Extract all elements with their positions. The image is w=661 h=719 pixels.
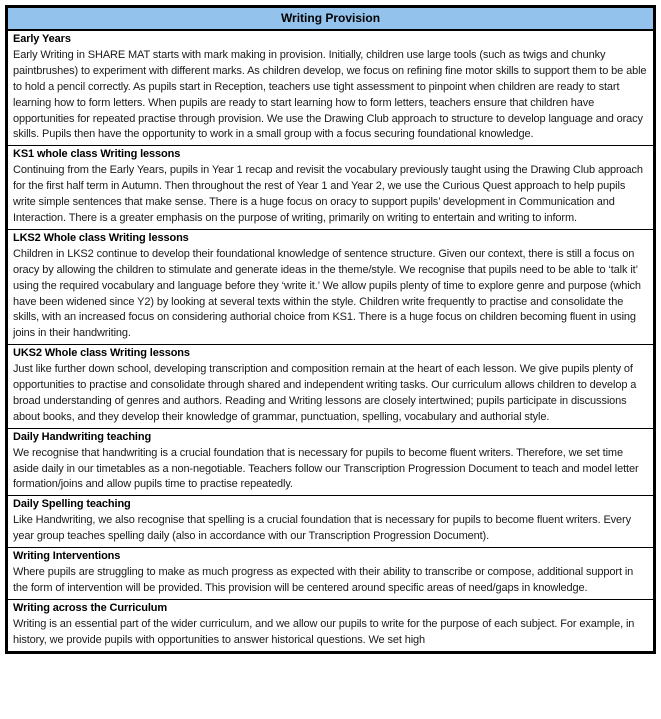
section-writing-interventions [8, 547, 653, 599]
section-heading: Early Years [13, 33, 71, 45]
section-heading: KS1 whole class Writing lessons [13, 148, 181, 161]
section-heading: Writing Interventions [13, 550, 121, 563]
section-early-years [8, 31, 653, 145]
table-header [8, 8, 653, 31]
section-heading: Daily Spelling teaching [13, 498, 131, 511]
section-heading: Daily Handwriting teaching [13, 430, 152, 443]
section-heading: Writing across the Curriculum [13, 601, 168, 614]
section-daily-spelling [8, 495, 653, 547]
section-body: Early Writing in SHARE MAT starts with mark making in provision. Initially, children use large tools (such as twigs and chunky paintbrushes) to experiment with different marks. As children develop, we focus on refining fine motor skills to support them to be able to hold a pencil correctly. As pupils start in Reception, teachers use tight assessment to pinpoint when children are ready to start learning how to form letters. When pupils are ready to start learning how to form letters, teachers ensure that children have opportunities for repeated practise through provision. We use the Drawing Club approach to structure to develop language and oracy skills. Pupils then have the opportunity to work in a small group with a focus securing foundational knowledge. [13, 48, 647, 141]
section-lks2-whole-class [8, 229, 653, 344]
section-body: We recognise that handwriting is a crucial foundation that is necessary for pupils to become fluent writers. Therefore, we set time aside daily in our timetables as a non-negotiable. Teachers follow our Transcription Progression Document to teach and model letter formation/joins and allow pupils time to practise repeatedly. [13, 446, 639, 491]
section-body: Continuing from the Early Years, pupils in Year 1 recap and revisit the vocabulary previously taught using the Drawing Club approach for the first half term in Autumn. Then throughout the rest of Year 1 and Year 2, we use the Curious Quest approach to help pupils write simple sentences that make sense. There is a huge focus on oracy to support pupils’ development in Communication and Interaction. There is a greater emphasis on the purpose of writing, primarily on writing to entertain and writing to inform. [13, 164, 643, 224]
section-heading: UKS2 Whole class Writing lessons [13, 347, 190, 360]
section-body: Just like further down school, developing transcription and composition remain at the heart of each lesson. We give pupils plenty of opportunities to practise and consolidate through shared and independent writing tasks. Our curriculum allows children to develop a broad understanding of genres and authors. Reading and Writing lessons are closely intertwined; pupils participate in discussions about books, and they develop their knowledge of grammar, punctuation, spelling, vocabulary and authorial style. [13, 363, 637, 423]
section-body: Where pupils are struggling to make as much progress as expected with their ability to transcribe or compose, additional support in the form of intervention will be provided. This provision will be centered around specific areas of need/gaps in knowledge. [13, 566, 634, 594]
section-writing-across-curriculum [8, 599, 653, 651]
section-body: Writing is an essential part of the wider curriculum, and we allow our pupils to write for the purpose of each subject. For example, in history, we provide pupils with opportunities to answer historical questions. We set high [13, 617, 635, 646]
writing-provision-table [5, 5, 656, 654]
section-ks1-whole-class [8, 145, 653, 229]
section-heading: LKS2 Whole class Writing lessons [13, 231, 189, 244]
section-body: Children in LKS2 continue to develop their foundational knowledge of sentence structure. Given our context, there is still a focus on oracy by allowing the children to stimulate and generate ideas in the theme/style. We recognise that pupils need to be able to ‘talk it’ using the required vocabulary and language before they ‘write it.’ We allow pupils plenty of time to explore genre and purpose (which have been widened since Y2) by looking at several texts within the style. Children write frequently to practise and consolidate the skills, with an increased focus on considering authorial choice from KS1. There is a huge focus on children becoming fluent in using joins in their handwriting. [13, 247, 641, 340]
table-title: Writing Provision [280, 11, 381, 25]
section-daily-handwriting [8, 428, 653, 496]
section-uks2-whole-class [8, 344, 653, 428]
section-body: Like Handwriting, we also recognise that spelling is a crucial foundation that is necessary for pupils to become fluent writers. Every year group teaches spelling daily (also in accordance with our Transcription Progression Document). [13, 514, 631, 543]
